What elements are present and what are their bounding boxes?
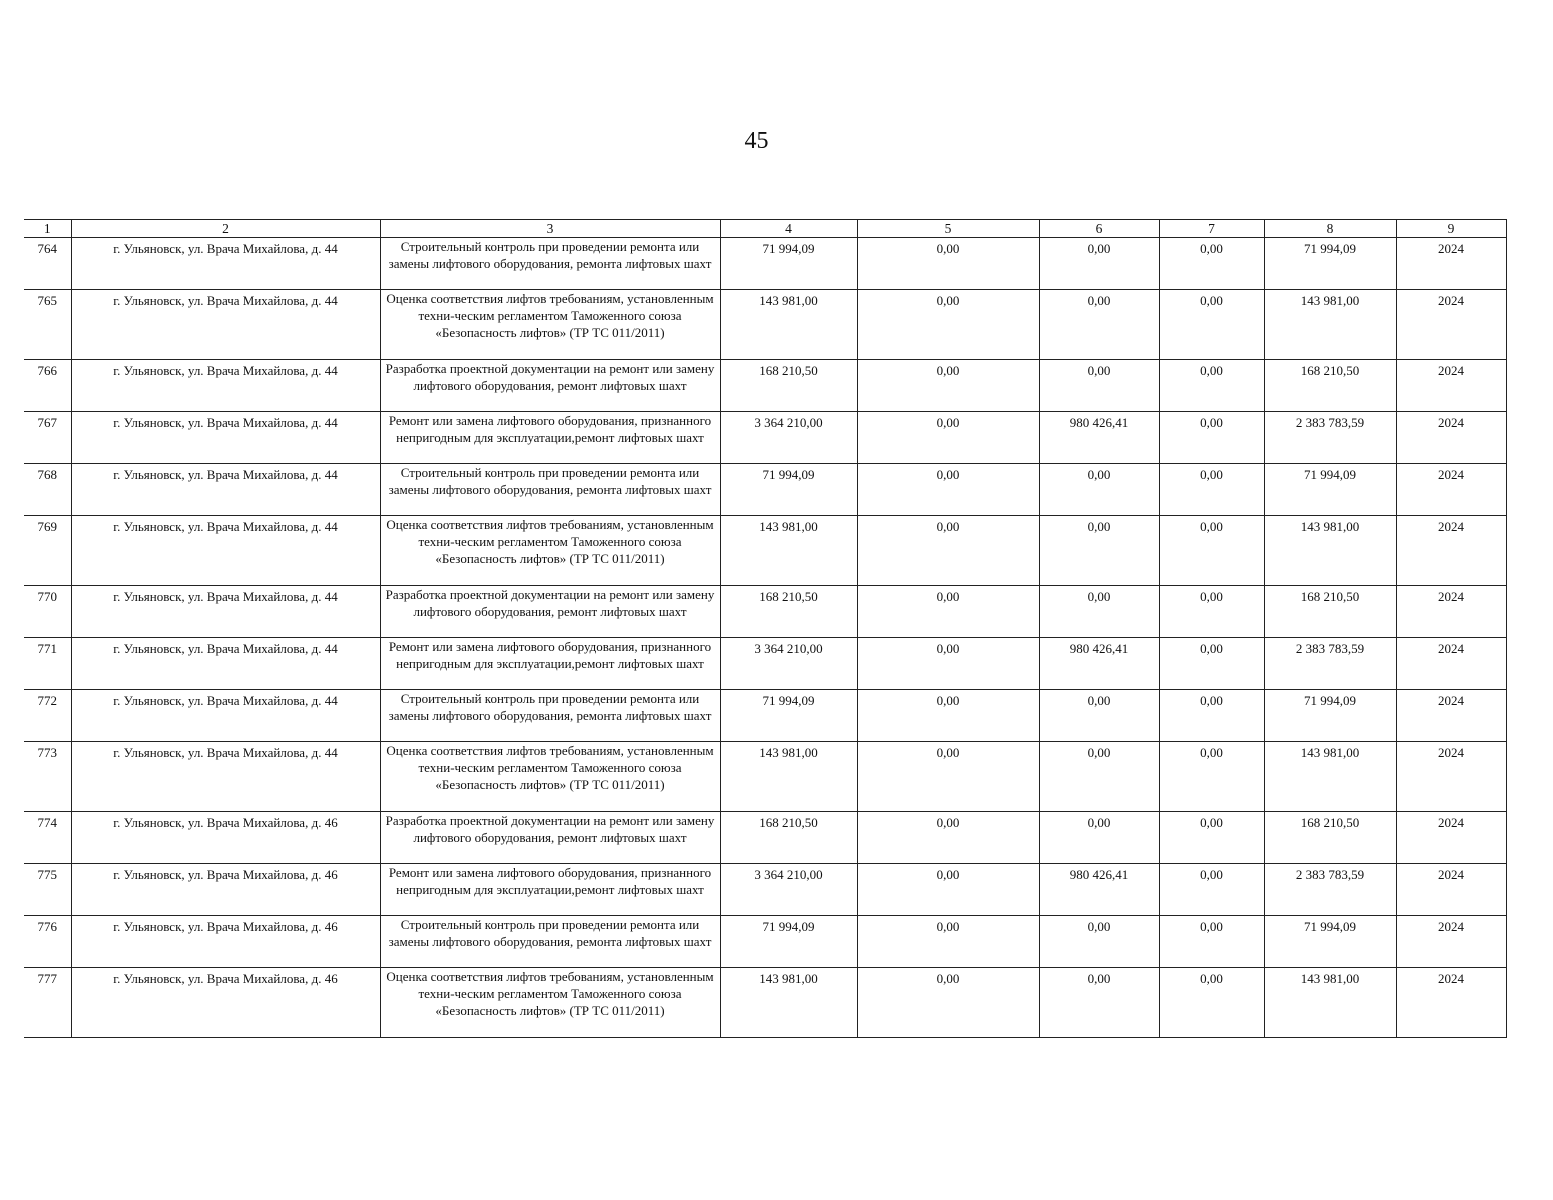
- cost-col7-cell: 0,00: [1159, 968, 1264, 1038]
- cost-col8-cell: 143 981,00: [1264, 968, 1396, 1038]
- cost-col6-cell: 0,00: [1039, 586, 1159, 638]
- cost-col5-cell: 0,00: [857, 864, 1039, 916]
- address-cell: г. Ульяновск, ул. Врача Михайлова, д. 44: [71, 290, 380, 360]
- table-row: [24, 742, 1506, 812]
- cost-col5-cell: 0,00: [857, 290, 1039, 360]
- cost-col7-cell: 0,00: [1159, 586, 1264, 638]
- work-type-cell: Ремонт или замена лифтового оборудования, признанного непригодным для эксплуатации,ремонт лифтовых шахт: [380, 864, 720, 916]
- year-cell: 2024: [1396, 238, 1506, 290]
- row-number-cell: 767: [24, 412, 71, 464]
- total-cost-cell: 3 364 210,00: [720, 864, 857, 916]
- column-header: 5: [857, 220, 1039, 238]
- cost-col6-cell: 0,00: [1039, 238, 1159, 290]
- cost-col7-cell: 0,00: [1159, 690, 1264, 742]
- address-cell: г. Ульяновск, ул. Врача Михайлова, д. 44: [71, 238, 380, 290]
- table-row: [24, 464, 1506, 516]
- address-cell: г. Ульяновск, ул. Врача Михайлова, д. 44: [71, 516, 380, 586]
- row-number-cell: 770: [24, 586, 71, 638]
- year-cell: 2024: [1396, 464, 1506, 516]
- row-number-cell: 764: [24, 238, 71, 290]
- column-header: 1: [24, 220, 71, 238]
- cost-col5-cell: 0,00: [857, 812, 1039, 864]
- cost-col6-cell: 0,00: [1039, 464, 1159, 516]
- page-number: 45: [744, 128, 769, 154]
- work-type-cell: Оценка соответствия лифтов требованиям, установленным техни-ческим регламентом Таможенного союза «Безопасность лифтов» (ТР ТС 011/2011): [380, 516, 720, 586]
- year-cell: 2024: [1396, 690, 1506, 742]
- cost-col8-cell: 71 994,09: [1264, 464, 1396, 516]
- address-cell: г. Ульяновск, ул. Врача Михайлова, д. 44: [71, 690, 380, 742]
- cost-col5-cell: 0,00: [857, 742, 1039, 812]
- works-register-table: [24, 219, 1507, 1038]
- work-type-cell: Строительный контроль при проведении ремонта или замены лифтового оборудования, ремонта лифтовых шахт: [380, 690, 720, 742]
- address-cell: г. Ульяновск, ул. Врача Михайлова, д. 44: [71, 638, 380, 690]
- total-cost-cell: 143 981,00: [720, 516, 857, 586]
- cost-col8-cell: 2 383 783,59: [1264, 638, 1396, 690]
- cost-col6-cell: 0,00: [1039, 968, 1159, 1038]
- work-type-cell: Оценка соответствия лифтов требованиям, установленным техни-ческим регламентом Таможенного союза «Безопасность лифтов» (ТР ТС 011/2011): [380, 968, 720, 1038]
- address-cell: г. Ульяновск, ул. Врача Михайлова, д. 44: [71, 742, 380, 812]
- work-type-cell: Разработка проектной документации на ремонт или замену лифтового оборудования, ремонт лифтовых шахт: [380, 812, 720, 864]
- cost-col8-cell: 143 981,00: [1264, 742, 1396, 812]
- column-number-row: [24, 220, 1506, 238]
- column-header: 9: [1396, 220, 1506, 238]
- row-number-cell: 769: [24, 516, 71, 586]
- address-cell: г. Ульяновск, ул. Врача Михайлова, д. 44: [71, 412, 380, 464]
- table-row: [24, 516, 1506, 586]
- work-type-cell: Строительный контроль при проведении ремонта или замены лифтового оборудования, ремонта лифтовых шахт: [380, 464, 720, 516]
- cost-col8-cell: 168 210,50: [1264, 360, 1396, 412]
- cost-col8-cell: 71 994,09: [1264, 916, 1396, 968]
- work-type-cell: Разработка проектной документации на ремонт или замену лифтового оборудования, ремонт лифтовых шахт: [380, 360, 720, 412]
- row-number-cell: 765: [24, 290, 71, 360]
- total-cost-cell: 3 364 210,00: [720, 638, 857, 690]
- cost-col7-cell: 0,00: [1159, 638, 1264, 690]
- work-type-cell: Строительный контроль при проведении ремонта или замены лифтового оборудования, ремонта лифтовых шахт: [380, 238, 720, 290]
- total-cost-cell: 168 210,50: [720, 360, 857, 412]
- table-body: [24, 238, 1506, 1038]
- cost-col8-cell: 71 994,09: [1264, 690, 1396, 742]
- work-type-cell: Ремонт или замена лифтового оборудования, признанного непригодным для эксплуатации,ремонт лифтовых шахт: [380, 412, 720, 464]
- cost-col8-cell: 2 383 783,59: [1264, 412, 1396, 464]
- year-cell: 2024: [1396, 812, 1506, 864]
- year-cell: 2024: [1396, 516, 1506, 586]
- column-header: 3: [380, 220, 720, 238]
- address-cell: г. Ульяновск, ул. Врача Михайлова, д. 46: [71, 916, 380, 968]
- cost-col6-cell: 980 426,41: [1039, 864, 1159, 916]
- address-cell: г. Ульяновск, ул. Врача Михайлова, д. 44: [71, 464, 380, 516]
- cost-col8-cell: 168 210,50: [1264, 586, 1396, 638]
- cost-col5-cell: 0,00: [857, 638, 1039, 690]
- table-row: [24, 690, 1506, 742]
- year-cell: 2024: [1396, 742, 1506, 812]
- cost-col5-cell: 0,00: [857, 916, 1039, 968]
- total-cost-cell: 71 994,09: [720, 916, 857, 968]
- cost-col5-cell: 0,00: [857, 464, 1039, 516]
- cost-col5-cell: 0,00: [857, 586, 1039, 638]
- cost-col5-cell: 0,00: [857, 360, 1039, 412]
- cost-col6-cell: 980 426,41: [1039, 412, 1159, 464]
- cost-col7-cell: 0,00: [1159, 360, 1264, 412]
- cost-col5-cell: 0,00: [857, 238, 1039, 290]
- total-cost-cell: 143 981,00: [720, 290, 857, 360]
- cost-col8-cell: 71 994,09: [1264, 238, 1396, 290]
- table-row: [24, 638, 1506, 690]
- column-header: 8: [1264, 220, 1396, 238]
- total-cost-cell: 168 210,50: [720, 586, 857, 638]
- cost-col6-cell: 0,00: [1039, 290, 1159, 360]
- table-row: [24, 360, 1506, 412]
- cost-col8-cell: 2 383 783,59: [1264, 864, 1396, 916]
- cost-col6-cell: 0,00: [1039, 516, 1159, 586]
- cost-col6-cell: 0,00: [1039, 916, 1159, 968]
- year-cell: 2024: [1396, 864, 1506, 916]
- year-cell: 2024: [1396, 586, 1506, 638]
- row-number-cell: 768: [24, 464, 71, 516]
- table-row: [24, 812, 1506, 864]
- cost-col7-cell: 0,00: [1159, 812, 1264, 864]
- cost-col7-cell: 0,00: [1159, 742, 1264, 812]
- total-cost-cell: 71 994,09: [720, 464, 857, 516]
- cost-col7-cell: 0,00: [1159, 290, 1264, 360]
- year-cell: 2024: [1396, 968, 1506, 1038]
- table-row: [24, 290, 1506, 360]
- year-cell: 2024: [1396, 412, 1506, 464]
- row-number-cell: 774: [24, 812, 71, 864]
- cost-col6-cell: 980 426,41: [1039, 638, 1159, 690]
- total-cost-cell: 3 364 210,00: [720, 412, 857, 464]
- table-row: [24, 968, 1506, 1038]
- row-number-cell: 776: [24, 916, 71, 968]
- address-cell: г. Ульяновск, ул. Врача Михайлова, д. 46: [71, 864, 380, 916]
- cost-col6-cell: 0,00: [1039, 742, 1159, 812]
- work-type-cell: Оценка соответствия лифтов требованиям, установленным техни-ческим регламентом Таможенного союза «Безопасность лифтов» (ТР ТС 011/2011): [380, 742, 720, 812]
- row-number-cell: 773: [24, 742, 71, 812]
- cost-col8-cell: 143 981,00: [1264, 516, 1396, 586]
- address-cell: г. Ульяновск, ул. Врача Михайлова, д. 44: [71, 586, 380, 638]
- column-header: 2: [71, 220, 380, 238]
- column-header: 7: [1159, 220, 1264, 238]
- cost-col7-cell: 0,00: [1159, 412, 1264, 464]
- address-cell: г. Ульяновск, ул. Врача Михайлова, д. 46: [71, 812, 380, 864]
- cost-col5-cell: 0,00: [857, 412, 1039, 464]
- cost-col6-cell: 0,00: [1039, 690, 1159, 742]
- total-cost-cell: 71 994,09: [720, 238, 857, 290]
- cost-col6-cell: 0,00: [1039, 360, 1159, 412]
- cost-col5-cell: 0,00: [857, 968, 1039, 1038]
- year-cell: 2024: [1396, 290, 1506, 360]
- row-number-cell: 771: [24, 638, 71, 690]
- cost-col7-cell: 0,00: [1159, 464, 1264, 516]
- year-cell: 2024: [1396, 638, 1506, 690]
- table-row: [24, 412, 1506, 464]
- work-type-cell: Ремонт или замена лифтового оборудования, признанного непригодным для эксплуатации,ремонт лифтовых шахт: [380, 638, 720, 690]
- work-type-cell: Разработка проектной документации на ремонт или замену лифтового оборудования, ремонт лифтовых шахт: [380, 586, 720, 638]
- address-cell: г. Ульяновск, ул. Врача Михайлова, д. 44: [71, 360, 380, 412]
- cost-col5-cell: 0,00: [857, 690, 1039, 742]
- row-number-cell: 775: [24, 864, 71, 916]
- work-type-cell: Оценка соответствия лифтов требованиям, установленным техни-ческим регламентом Таможенного союза «Безопасность лифтов» (ТР ТС 011/2011): [380, 290, 720, 360]
- address-cell: г. Ульяновск, ул. Врача Михайлова, д. 46: [71, 968, 380, 1038]
- column-header: 6: [1039, 220, 1159, 238]
- work-type-cell: Строительный контроль при проведении ремонта или замены лифтового оборудования, ремонта лифтовых шахт: [380, 916, 720, 968]
- row-number-cell: 772: [24, 690, 71, 742]
- row-number-cell: 777: [24, 968, 71, 1038]
- cost-col6-cell: 0,00: [1039, 812, 1159, 864]
- cost-col8-cell: 168 210,50: [1264, 812, 1396, 864]
- cost-col7-cell: 0,00: [1159, 916, 1264, 968]
- column-header: 4: [720, 220, 857, 238]
- total-cost-cell: 168 210,50: [720, 812, 857, 864]
- total-cost-cell: 143 981,00: [720, 742, 857, 812]
- table-row: [24, 916, 1506, 968]
- table-row: [24, 238, 1506, 290]
- cost-col8-cell: 143 981,00: [1264, 290, 1396, 360]
- row-number-cell: 766: [24, 360, 71, 412]
- table-row: [24, 864, 1506, 916]
- year-cell: 2024: [1396, 360, 1506, 412]
- year-cell: 2024: [1396, 916, 1506, 968]
- table-row: [24, 586, 1506, 638]
- cost-col7-cell: 0,00: [1159, 238, 1264, 290]
- total-cost-cell: 71 994,09: [720, 690, 857, 742]
- cost-col7-cell: 0,00: [1159, 516, 1264, 586]
- cost-col5-cell: 0,00: [857, 516, 1039, 586]
- cost-col7-cell: 0,00: [1159, 864, 1264, 916]
- total-cost-cell: 143 981,00: [720, 968, 857, 1038]
